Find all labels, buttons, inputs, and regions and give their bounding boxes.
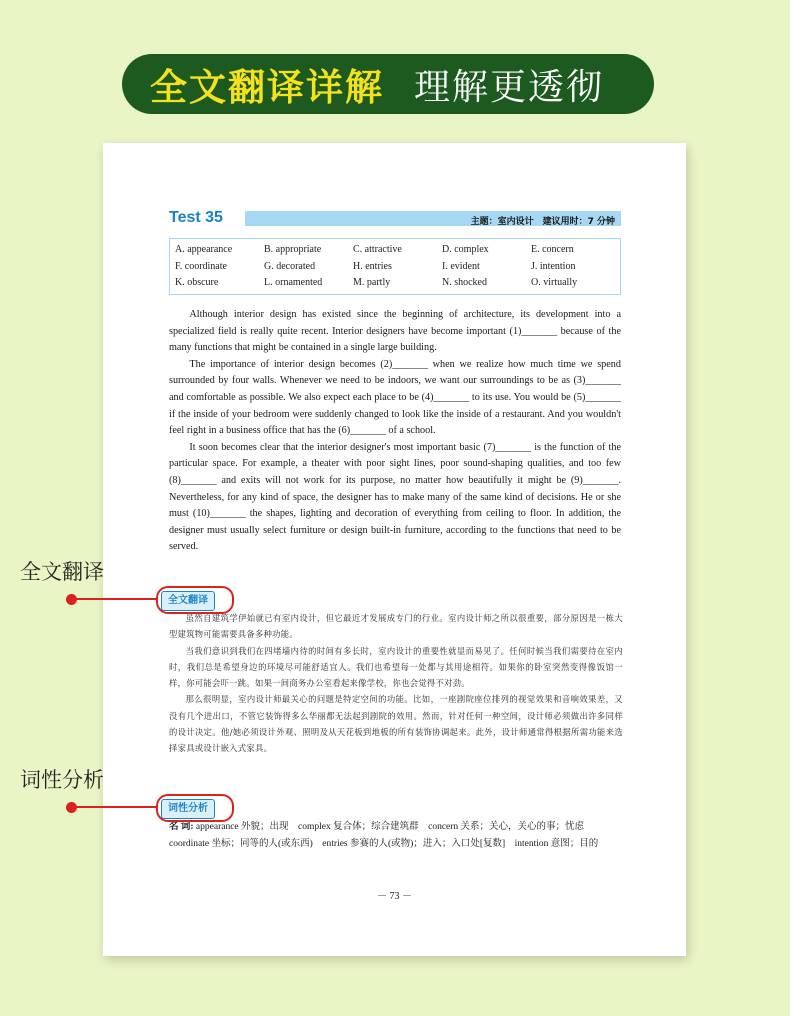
test-header <box>169 207 621 229</box>
passage-paragraph: It soon becomes clear that the interior designer's most important basic (7)_______ is the function of the particular space. For example, a theater with poor sight lines, poor sound-shaping qualities, and too few (8)_______ and exits will not work for its purpose, no matter how beautifully it might be (9)_______. Nevertheless, for any kind of space, the designer has to make many of the same kind of decisions. He or she must (10)_______ the shapes, lighting and decoration of everything from ceiling to floor. In addition, the designer must usually select furniture or design built-in furniture, according to the functions that need to be served. <box>169 441 621 553</box>
option-item: G. decorated <box>264 260 316 272</box>
option-item: A. appearance <box>175 244 233 255</box>
option-item: J. intention <box>531 260 576 272</box>
option-item: L. ornamented <box>264 277 323 288</box>
translation-paragraph: 当我们意识到我们在四堵墙内待的时间有多长时，室内设计的重要性就显而易见了。任何时候当我们需要待在室内时，我们总是希望身边的环境尽可能舒适宜人。我们也希望每一处都与其用途相符。如果你的卧室突然变得像饭馆一样，你可能会吓一跳。如果一间商务办公室看起来像学校，你也会觉得不对劲。 <box>169 645 623 689</box>
option-item: O. virtually <box>531 277 578 288</box>
callout-ring-vocab <box>156 794 234 822</box>
callout-line-translation <box>72 598 158 600</box>
banner-subline: 理解更透彻 <box>414 66 605 108</box>
vocab-pos-head: 名 词: <box>169 822 194 832</box>
option-item: D. complex <box>442 244 489 255</box>
translation-paragraph: 那么很明显，室内设计师最关心的问题是特定空间的功能。比如，一座剧院座位排列的视觉效果和音响效果差，又没有几个进出口，不管它装饰得多么华丽都无法起到剧院的效用。然而，针对任何一种空间，设计师必须做出许多同样的设计决定。他/她必须设计外观、照明及从天花板到地板的所有装饰协调起来。此外，设计师通常得根据所需功能来选择家具或设计嵌入式家具。 <box>169 694 623 754</box>
option-item: F. coordinate <box>175 260 227 272</box>
test-title: Test 35 <box>169 209 223 226</box>
test-header-bar <box>245 211 621 226</box>
translation-text <box>169 610 623 757</box>
translation-paragraph: 虽然自建筑学伊始就已有室内设计，但它最近才发展成专门的行业。室内设计师之所以很重要，部分原因是一栋大型建筑物可能需要具备多种功能。 <box>169 613 623 640</box>
test-meta: 主题：室内设计 建议用时：7 分钟 <box>470 217 615 227</box>
vocab-section-tag: 词性分析 <box>161 799 215 819</box>
title-banner <box>122 54 654 114</box>
vocab-entries: appearance 外貌；出现 complex 复合体；综合建筑群 concern 关系；关心，关心的事；忧虑 coordinate 坐标；同等的人(或东西) entries 参赛的人(或物)；进入；入口处[复数] intention 意图；目的 <box>169 822 599 849</box>
callout-ring-translation <box>156 586 234 614</box>
callout-label-translation: 全文翻译 <box>20 560 104 584</box>
passage-paragraph: The importance of interior design becomes (2)_______ when we realize how much time we spend surrounded by four walls. Whenever we need to be indoors, we want our surroundings to be as (3)_______ and comfortable as possible. We also expect each place to be (4)_______ to its use. You would be (5)_______ if the inside of your bedroom were suddenly changed to look like the inside of a restaurant. And you wouldn't feel right in a business office that has the (6)_______ of a school. <box>169 358 621 437</box>
option-item: B. appropriate <box>264 244 322 255</box>
passage-paragraph: Although interior design has existed since the beginning of architecture, its development into a specialized field is really quite recent. Interior designers have become important (1)_______ because of the many functions that might be contained in a single large building. <box>169 309 621 354</box>
word-options-box <box>169 238 621 295</box>
option-item: K. obscure <box>175 277 219 288</box>
callout-label-vocab: 词性分析 <box>20 768 104 792</box>
option-item: C. attractive <box>353 244 402 255</box>
translation-section-tag: 全文翻译 <box>161 591 215 611</box>
option-item: N. shocked <box>442 277 487 288</box>
reading-passage <box>169 307 621 556</box>
callout-line-vocab <box>72 806 158 808</box>
vocab-analysis <box>169 819 623 852</box>
book-page <box>103 143 686 956</box>
option-item: E. concern <box>531 244 574 255</box>
option-item: M. partly <box>353 277 391 288</box>
option-item: I. evident <box>442 260 480 272</box>
page-number: － 73 － <box>377 891 412 902</box>
banner-headline: 全文翻译详解 <box>150 66 384 109</box>
option-item: H. entries <box>353 260 392 272</box>
